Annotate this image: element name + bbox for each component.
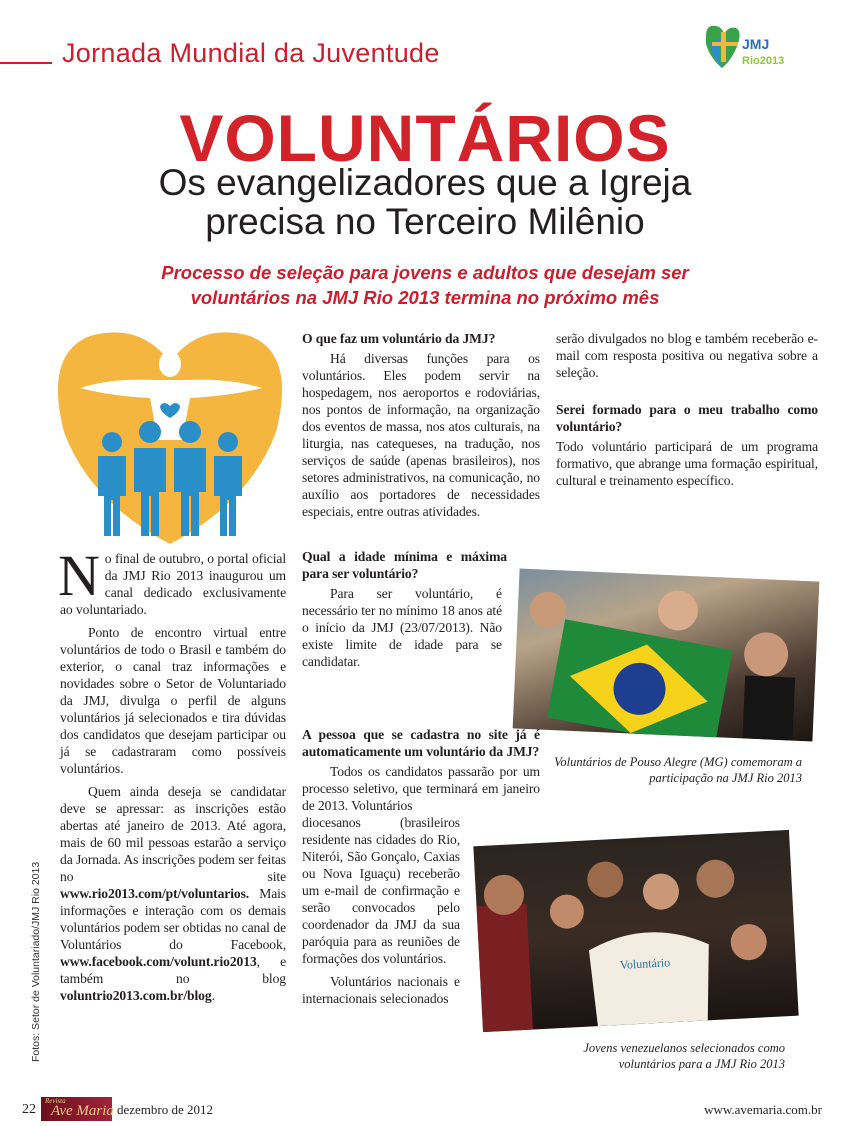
issue-date: dezembro de 2012 [117, 1102, 214, 1117]
svg-text:Rio2013: Rio2013 [742, 55, 785, 67]
question-heading: Qual a idade mínima e máxima para ser voluntário? [302, 549, 507, 581]
answer-continued: diocesanos (brasileiros residente nas cidades do Rio, Niterói, São Gonçalo, Caxias ou Nova Iguaçu) receberão um e-mail de confirmação e serão convocados pelo coordenador da JMJ da sua paróquia para as reuniões de formações dos voluntários. [302, 815, 460, 966]
question-heading: A pessoa que se cadastra no site já é automaticamente um voluntário da JMJ? [302, 727, 540, 759]
facebook-link[interactable]: www.facebook.com/volunt.rio2013 [60, 954, 257, 969]
magazine-logo [41, 1097, 112, 1121]
section-title: Jornada Mundial da Juventude [62, 38, 440, 68]
volunteers-illustration [50, 322, 290, 547]
question-heading: Serei formado para o meu trabalho como voluntário? [556, 402, 818, 434]
deck-line: voluntários na JMJ Rio 2013 termina no próximo mês [190, 287, 660, 308]
volunteer-site-link[interactable]: www.rio2013.com/pt/voluntarios. [60, 886, 250, 901]
blog-link[interactable]: voluntrio2013.com.br/blog [60, 988, 212, 1003]
svg-text:JMJ: JMJ [742, 36, 770, 52]
section-rule [0, 62, 52, 64]
answer-continued: serão divulgados no blog e também receberão e-mail com resposta positiva ou negativa sobre a seleção. [556, 331, 818, 380]
jmj-logo [702, 22, 792, 72]
photo-venezuelan-volunteers [473, 830, 798, 1032]
magazine-logo-small: Revista [45, 1097, 66, 1105]
subtitle-line: Os evangelizadores que a Igreja [158, 162, 692, 203]
photo-caption: Jovens venezuelanos selecionados como voluntários para a JMJ Rio 2013 [583, 1041, 785, 1071]
column-1 [58, 543, 286, 1010]
question-heading: O que faz um voluntário da JMJ? [302, 331, 496, 346]
deck [100, 260, 750, 310]
answer: Há diversas funções para os voluntários. Eles podem servir na hospedagem, nos aeroportos e rodoviárias, nos pontos de informação, na organização dos eventos de massa, nos atos culturais, na liturgia, nas catequeses, na tradução, nos serviços de saúde (apenas brasileiros), nos setores administrativos, na comunicação, no auxílio aos portadores de necessidades especiais, entre outras atividades. [302, 351, 540, 519]
answer: Todo voluntário participará de um programa formativo, que abrange uma formação espiritual, cultural e treinamento específico. [556, 439, 818, 488]
answer: Para ser voluntário, é necessário ter no mínimo 18 anos até o início da JMJ (23/07/2013). Não existe limite de idade para se candidatar. [302, 586, 502, 669]
text: Mais informações e interação com os demais voluntários podem ser obtidas no canal de Voluntários do Facebook, [60, 886, 286, 952]
photo-caption: Voluntários de Pouso Alegre (MG) comemoram a participação na JMJ Rio 2013 [554, 755, 802, 785]
photo-pouso-alegre-volunteers [513, 569, 820, 742]
deck-line: Processo de seleção para jovens e adultos que desejam ser [161, 262, 689, 283]
text: Quem ainda deseja se candidatar deve se apressar: as inscrições estão abertas até janeiro de 2013. Até agora, mais de 60 mil pessoas estarão a serviço da Jornada. As inscrições podem ser feitas no site [60, 784, 286, 884]
column-3 [556, 330, 818, 495]
photo-credit: Fotos: Setor de Voluntariado/JMJ Rio 2013 [30, 861, 42, 1062]
text: , e também no blog [60, 954, 286, 986]
page-number: 22 [22, 1102, 36, 1117]
subtitle-line: precisa no Terceiro Milênio [205, 201, 645, 242]
intro-paragraph: o final de outubro, o portal oficial da JMJ Rio 2013 inaugurou um canal dedicado exclusivamente ao voluntariado. [60, 551, 286, 617]
drop-cap: N [58, 543, 100, 608]
answer-continued: Voluntários nacionais e internacionais selecionados [302, 974, 460, 1006]
text: . [211, 988, 215, 1003]
answer: Todos os candidatos passarão por um processo seletivo, que terminará em janeiro de 2013. Voluntários [302, 764, 540, 813]
website[interactable]: www.avemaria.com.br [704, 1102, 822, 1117]
subtitle [0, 163, 850, 241]
magazine-logo-name: Ave Maria [51, 1103, 114, 1119]
headline: VOLUNTÁRIOS [179, 101, 671, 175]
shirt-label: Voluntário [619, 955, 671, 972]
paragraph [60, 783, 286, 1004]
paragraph: Ponto de encontro virtual entre voluntários de todo o Brasil e também do exterior, o canal traz informações e novidades sobre o Setor de Voluntariado da JMJ, divulga o perfil de alguns voluntários já selecionados e tira dúvidas dos candidatos que desejam participar ou já se cadastraram como possíveis voluntários. [60, 625, 286, 776]
